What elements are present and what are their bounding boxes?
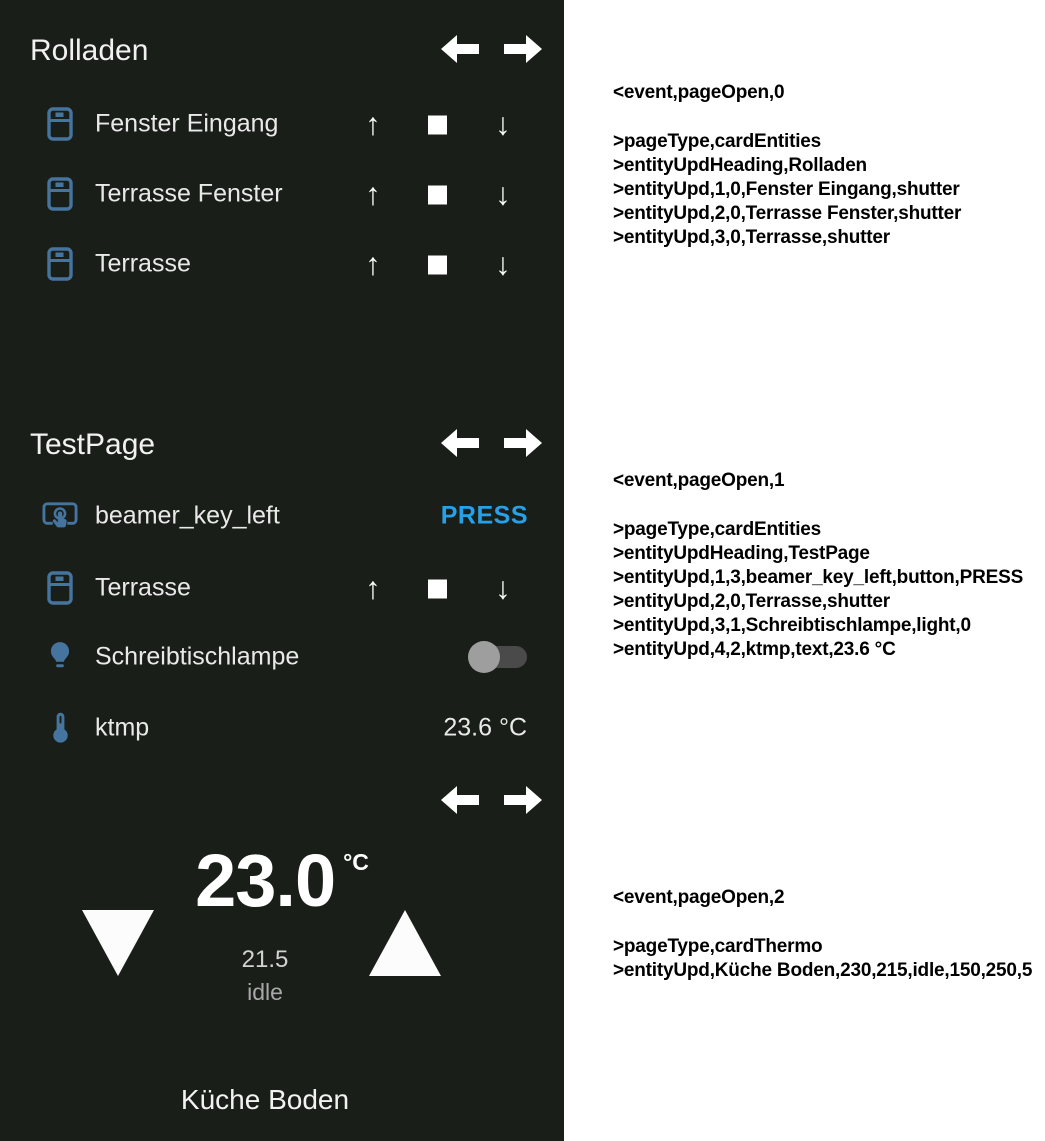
arrow-left-icon	[441, 784, 479, 816]
entity-label: Fenster Eingang	[95, 109, 279, 138]
log-line: >entityUpdHeading,TestPage	[613, 543, 870, 564]
log-event-line: <event,pageOpen,2	[613, 887, 785, 908]
shutter-stop-button[interactable]	[415, 109, 459, 140]
arrow-right-icon	[504, 33, 542, 65]
log-event-line: <event,pageOpen,1	[613, 470, 785, 491]
shutter-up-button[interactable]: ↑	[351, 573, 395, 604]
arrow-right-icon	[504, 427, 542, 459]
log-line: >entityUpd,2,0,Terrasse,shutter	[613, 591, 890, 612]
toggle-knob	[468, 641, 500, 673]
entity-label: ktmp	[95, 713, 150, 742]
hvac-state: idle	[247, 979, 283, 1005]
shutter-down-button[interactable]: ↓	[481, 109, 525, 140]
log-line: >pageType,cardEntities	[613, 131, 822, 152]
stop-icon	[428, 580, 447, 599]
entity-row-beamer-key-left	[0, 490, 564, 542]
gesture-tap-button-icon	[42, 501, 78, 532]
log-block-page0	[613, 81, 961, 250]
shutter-down-button[interactable]: ↓	[481, 573, 525, 604]
shutter-up-button[interactable]: ↑	[351, 179, 395, 210]
entity-label: Terrasse	[95, 573, 191, 602]
shutter-stop-button[interactable]	[415, 249, 459, 280]
log-line: >entityUpd,3,0,Terrasse,shutter	[613, 227, 890, 248]
current-temperature-value: 23.0	[195, 839, 336, 922]
nav-next-button[interactable]	[504, 427, 542, 459]
shutter-down-button[interactable]: ↓	[481, 249, 525, 280]
log-gap	[613, 493, 1023, 518]
card-heading-testpage: TestPage	[30, 428, 156, 461]
shutter-icon	[42, 571, 78, 605]
card-heading-rolladen: Rolladen	[30, 34, 149, 67]
log-line: >entityUpd,Küche Boden,230,215,idle,150,250,5	[613, 960, 1033, 981]
log-line: >pageType,cardThermo	[613, 936, 823, 957]
entity-row-terrasse-fenster	[0, 168, 564, 220]
entity-label: Terrasse	[95, 249, 191, 278]
entity-label: beamer_key_left	[95, 501, 280, 530]
nav-next-button[interactable]	[504, 33, 542, 65]
log-line: >entityUpd,1,3,beamer_key_left,button,PRESS	[613, 567, 1024, 588]
arrow-left-icon	[441, 33, 479, 65]
entity-row-fenster-eingang	[0, 98, 564, 150]
entity-label: Terrasse Fenster	[95, 179, 283, 208]
target-temperature: 21.5	[241, 946, 289, 973]
log-event-line: <event,pageOpen,0	[613, 82, 785, 103]
shutter-icon	[42, 247, 78, 281]
lightbulb-icon	[42, 641, 78, 673]
sensor-value: 23.6 °C	[443, 713, 527, 742]
log-line: >entityUpd,2,0,Terrasse Fenster,shutter	[613, 203, 962, 224]
log-line: >entityUpd,3,1,Schreibtischlampe,light,0	[613, 615, 971, 636]
shutter-stop-button[interactable]	[415, 179, 459, 210]
stop-icon	[428, 116, 447, 135]
thermometer-icon	[42, 711, 78, 745]
log-gap	[613, 910, 1032, 935]
log-gap	[613, 105, 961, 130]
shutter-stop-button[interactable]	[415, 573, 459, 604]
shutter-icon	[42, 107, 78, 141]
light-toggle[interactable]	[470, 646, 527, 668]
nav-prev-button[interactable]	[441, 33, 479, 65]
shutter-up-button[interactable]: ↑	[351, 249, 395, 280]
log-block-page1	[613, 469, 1023, 662]
shutter-down-button[interactable]: ↓	[481, 179, 525, 210]
nav-prev-button[interactable]	[441, 784, 479, 816]
stop-icon	[428, 256, 447, 275]
arrow-right-icon	[504, 784, 542, 816]
arrow-left-icon	[441, 427, 479, 459]
shutter-up-button[interactable]: ↑	[351, 109, 395, 140]
entity-row-terrasse	[0, 238, 564, 290]
log-line: >entityUpd,4,2,ktmp,text,23.6 °C	[613, 639, 896, 660]
entity-row-ktmp	[0, 702, 564, 754]
log-line: >entityUpd,1,0,Fenster Eingang,shutter	[613, 179, 960, 200]
thermostat-title: Küche Boden	[180, 1084, 350, 1115]
entity-row-terrasse-2	[0, 562, 564, 614]
entity-label: Schreibtischlampe	[95, 642, 300, 671]
press-button[interactable]: PRESS	[440, 501, 528, 530]
nav-next-button[interactable]	[504, 784, 542, 816]
log-line: >entityUpdHeading,Rolladen	[613, 155, 867, 176]
temperature-unit: °C	[343, 849, 369, 875]
stop-icon	[428, 186, 447, 205]
log-line: >pageType,cardEntities	[613, 519, 822, 540]
shutter-icon	[42, 177, 78, 211]
nav-prev-button[interactable]	[441, 427, 479, 459]
entity-row-schreibtischlampe	[0, 631, 564, 683]
log-block-page2	[613, 886, 1032, 983]
